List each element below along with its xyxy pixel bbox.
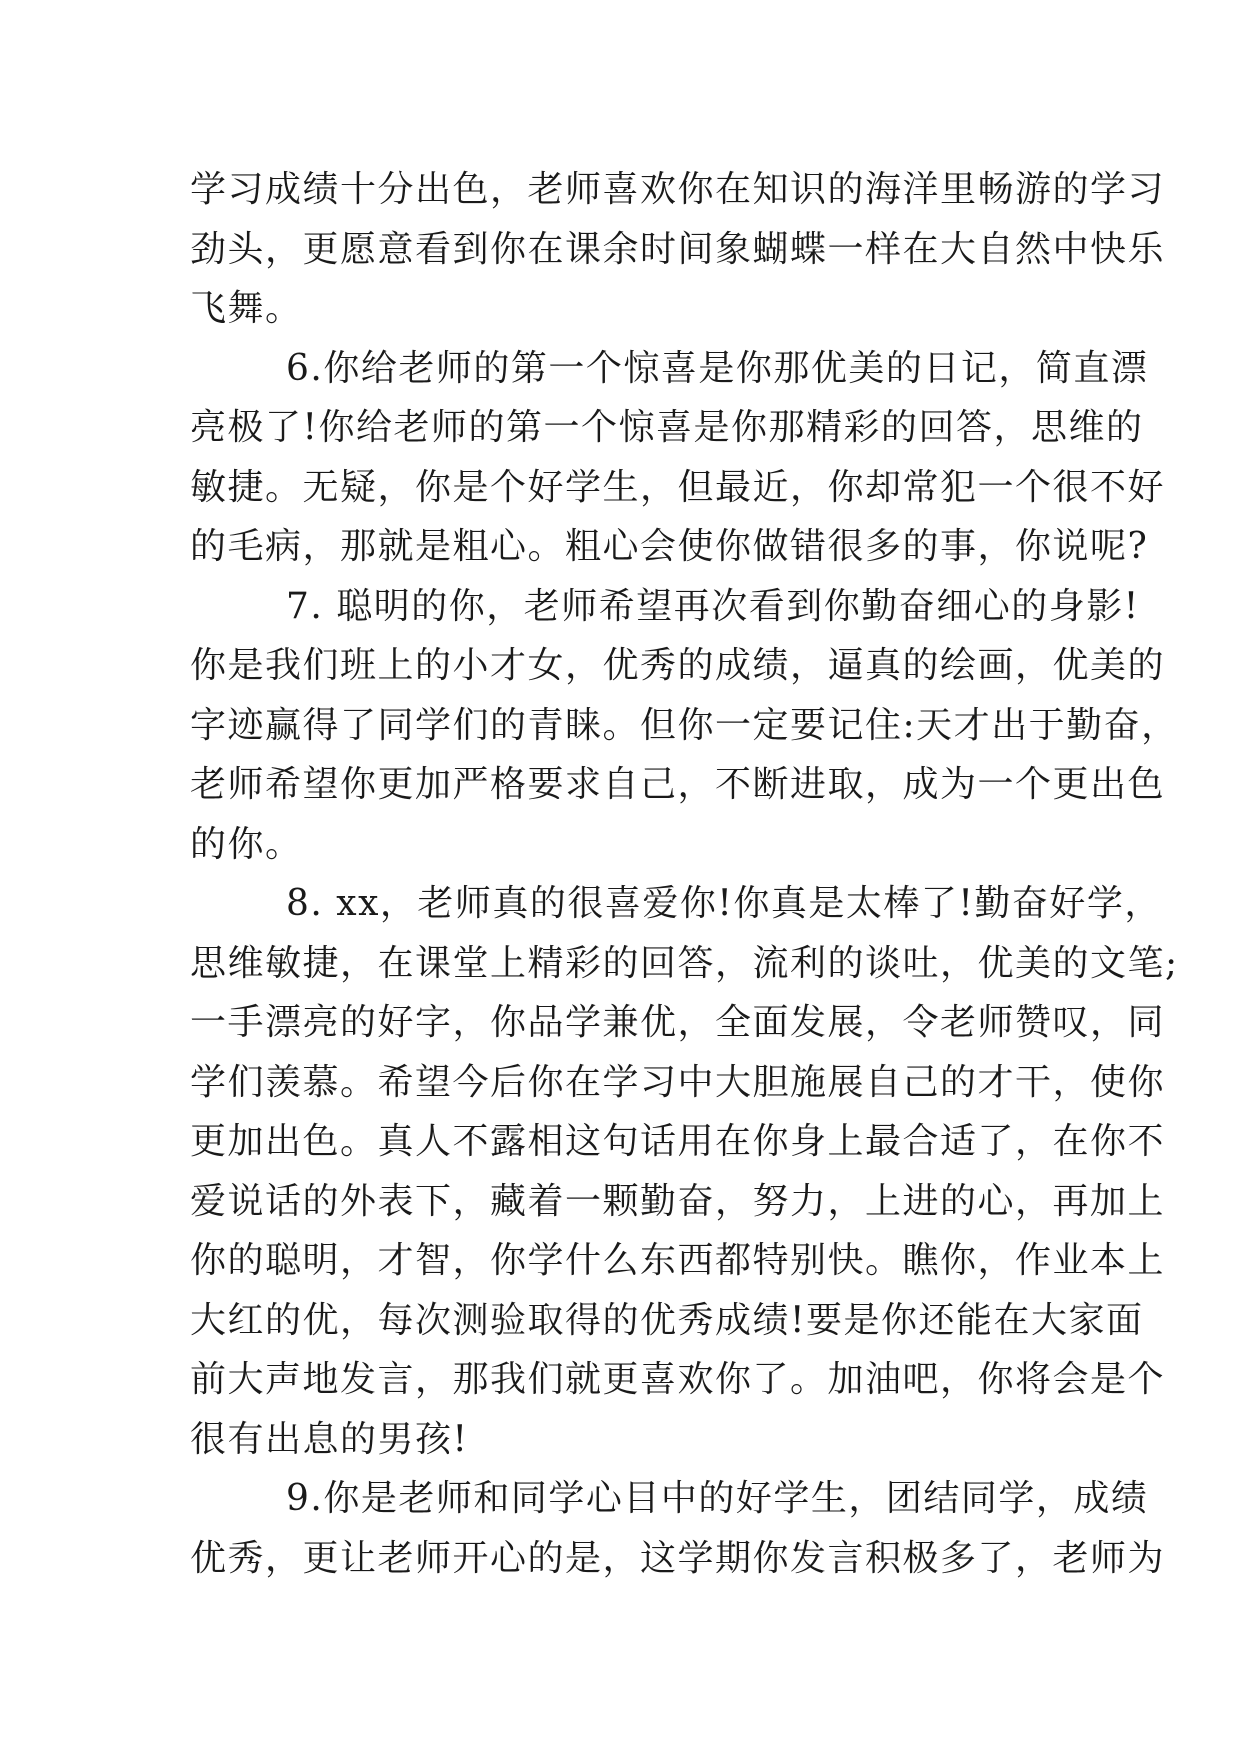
text-line: 前大声地发言，那我们就更喜欢你了。加油吧，你将会是个	[190, 1359, 1166, 1400]
text-line: 飞舞。	[190, 288, 303, 329]
text-line: 一手漂亮的好字，你品学兼优，全面发展，令老师赞叹，同	[190, 1002, 1166, 1043]
text-line: 老师希望你更加严格要求自己，不断进取，成为一个更出色	[190, 764, 1166, 805]
text-line: 更加出色。真人不露相这句话用在你身上最合适了，在你不	[190, 1121, 1166, 1162]
paragraph-6-start: 6.你给老师的第一个惊喜是你那优美的日记，简直漂	[286, 347, 1149, 389]
text-line: 亮极了!你给老师的第一个惊喜是你那精彩的回答，思维的	[190, 407, 1144, 448]
text-line: 思维敏捷，在课堂上精彩的回答，流利的谈吐，优美的文笔;	[190, 942, 1179, 984]
text-line: 很有出息的男孩!	[190, 1418, 469, 1460]
text-line: 大红的优，每次测验取得的优秀成绩!要是你还能在大家面	[190, 1299, 1144, 1341]
document-body	[190, 160, 1179, 1588]
text-line: 学习成绩十分出色，老师喜欢你在知识的海洋里畅游的学习	[190, 169, 1166, 210]
paragraph-8-start: 8. xx，老师真的很喜爱你!你真是太棒了!勤奋好学，	[286, 883, 1162, 924]
text-line: 的你。	[190, 823, 303, 865]
text-line: 劲头，更愿意看到你在课余时间象蝴蝶一样在大自然中快乐	[190, 228, 1166, 270]
text-line: 你是我们班上的小才女，优秀的成绩，逼真的绘画，优美的	[190, 645, 1166, 686]
text-line: 字迹赢得了同学们的青睐。但你一定要记住:天才出于勤奋，	[190, 704, 1179, 746]
text-line: 学们羡慕。希望今后你在学习中大胆施展自己的才干，使你	[190, 1061, 1166, 1103]
paragraph-9-start: 9.你是老师和同学心目中的好学生，团结同学，成绩	[286, 1478, 1149, 1519]
text-line: 敏捷。无疑，你是个好学生，但最近，你却常犯一个很不好	[190, 466, 1166, 508]
text-line: 优秀，更让老师开心的是，这学期你发言积极多了，老师为	[190, 1537, 1166, 1579]
text-line: 爱说话的外表下，藏着一颗勤奋，努力，上进的心，再加上	[190, 1180, 1166, 1222]
paragraph-7-start: 7. 聪明的你，老师希望再次看到你勤奋细心的身影!	[286, 585, 1140, 627]
text-line: 你的聪明，才智，你学什么东西都特别快。瞧你，作业本上	[190, 1240, 1166, 1281]
text-line: 的毛病，那就是粗心。粗心会使你做错很多的事，你说呢?	[190, 526, 1149, 567]
